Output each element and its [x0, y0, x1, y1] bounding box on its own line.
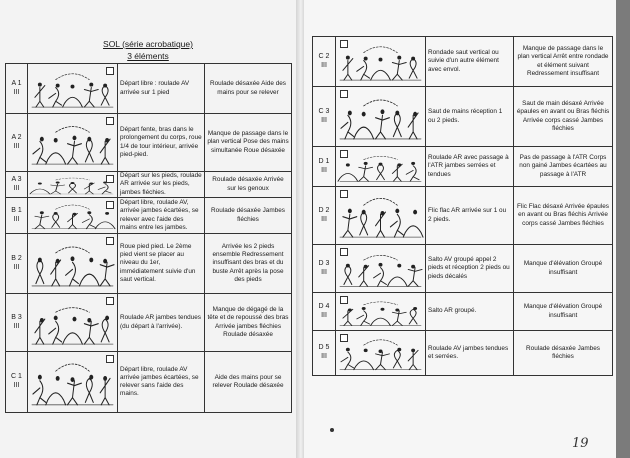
element-code-cell	[6, 114, 28, 172]
gymnast-sequence-icon	[28, 352, 117, 412]
element-row	[313, 293, 613, 331]
element-level: III	[321, 353, 327, 360]
element-row	[313, 245, 613, 293]
element-illustration	[336, 187, 426, 245]
gymnast-sequence-icon	[336, 87, 425, 146]
checkbox-icon[interactable]	[106, 67, 114, 75]
element-illustration	[336, 245, 426, 293]
checkbox-icon[interactable]	[340, 40, 348, 48]
element-row	[313, 187, 613, 245]
element-faults: Flic Flac désaxé Arrivée épaules en avant ou Bras fléchis Arrivée corps cassé Jambes fléchies	[514, 187, 613, 245]
element-faults: Manque d'élévation Groupé insuffisant	[514, 293, 613, 331]
element-code: C 2	[318, 52, 330, 60]
gymnast-sequence-icon	[336, 245, 425, 292]
element-description: Départ fente, bras dans le prolongement du corps, roue 1/4 de tour intérieur, arrivée pied-pied.	[118, 114, 205, 172]
element-level: III	[321, 116, 327, 124]
element-code: C 1	[11, 373, 22, 381]
element-code: D 3	[318, 259, 330, 267]
element-level: III	[13, 322, 20, 330]
element-row	[6, 234, 292, 294]
element-faults: Arrivée les 2 pieds ensemble Redressement insuffisant des bras et du buste Arrêt après la pose des pieds	[205, 234, 292, 294]
gymnast-sequence-icon	[28, 114, 117, 171]
element-description: Salto AR groupé.	[426, 293, 514, 331]
gymnast-sequence-icon	[28, 234, 117, 293]
element-level: III	[13, 184, 20, 192]
element-row	[6, 198, 292, 234]
element-level: III	[321, 311, 327, 319]
element-row	[313, 87, 613, 147]
checkbox-icon[interactable]	[340, 150, 348, 158]
page-edge	[616, 0, 630, 458]
element-code: A 1	[11, 79, 22, 87]
element-code: A 2	[11, 133, 22, 141]
element-code-cell	[6, 172, 28, 198]
element-code-cell	[313, 187, 336, 245]
element-description: Départ libre : roulade AV arrivée sur 1 pied	[118, 64, 205, 114]
gymnast-sequence-icon	[336, 37, 425, 86]
element-illustration	[28, 114, 118, 172]
element-illustration	[28, 234, 118, 294]
element-code-cell	[313, 37, 336, 87]
element-code: B 2	[11, 254, 22, 262]
element-description: Départ sur les pieds, roulade AR arrivée sur les pieds, jambes fléchies.	[118, 172, 205, 198]
element-code-cell	[313, 245, 336, 293]
checkbox-icon[interactable]	[340, 248, 348, 256]
element-faults: Roulade désaxée Jambes fléchies	[514, 331, 613, 376]
gymnast-sequence-icon	[336, 331, 425, 375]
element-code-cell	[6, 294, 28, 352]
checkbox-icon[interactable]	[106, 201, 114, 209]
element-code: D 2	[318, 206, 330, 214]
element-faults: Roulade désaxée Aide des mains pour se relever	[205, 64, 292, 114]
element-illustration	[336, 147, 426, 187]
element-faults: Manque d'élévation Groupé insuffisant	[514, 245, 613, 293]
element-faults: Aide des mains pour se relever Roulade désaxée	[205, 352, 292, 413]
document-subtitle: 3 éléments	[127, 51, 169, 61]
left-elements-table	[5, 63, 292, 413]
element-code: A 3	[11, 175, 22, 183]
element-illustration	[28, 352, 118, 413]
element-row	[6, 294, 292, 352]
page-number: 19	[572, 436, 589, 451]
element-level: III	[321, 268, 327, 276]
element-faults: Saut de main désaxé Arrivée épaules en avant ou Bras fléchis Arrivée corps cassé Jambes fléchies	[514, 87, 613, 147]
element-description: Roue pied pied. Le 2ème pied vient se placer au niveau du 1er, immédiatement suivie d'un saut vertical.	[118, 234, 205, 294]
right-elements-table	[312, 36, 613, 376]
element-description: Roulade AR jambes tendues (du départ à l'arrivée).	[118, 294, 205, 352]
gymnast-sequence-icon	[28, 64, 117, 113]
gymnast-sequence-icon	[28, 198, 117, 233]
checkbox-icon[interactable]	[340, 190, 348, 198]
element-level: III	[321, 215, 327, 223]
element-code: C 3	[318, 107, 330, 115]
element-code-cell	[6, 234, 28, 294]
element-row	[313, 147, 613, 187]
element-description: Roulade AV jambes tendues et serrées.	[426, 331, 514, 376]
element-description: Salto AV groupé appel 2 pieds et réception 2 pieds ou pieds décalés	[426, 245, 514, 293]
checkbox-icon[interactable]	[106, 297, 114, 305]
element-level: III	[13, 382, 20, 389]
checkbox-icon[interactable]	[106, 175, 114, 183]
element-illustration	[336, 331, 426, 376]
element-code: D 1	[318, 157, 330, 165]
element-description: Saut de mains réception 1 ou 2 pieds.	[426, 87, 514, 147]
checkbox-icon[interactable]	[340, 334, 348, 342]
checkbox-icon[interactable]	[106, 355, 114, 363]
element-faults: Manque de passage dans le plan vertical Arrêt entre rondade et élément suivant Redressement insuffisant	[514, 37, 613, 87]
element-code-cell	[313, 331, 336, 376]
document-title: SOL (série acrobatique)	[103, 39, 193, 49]
gymnast-sequence-icon	[336, 147, 425, 186]
gymnast-sequence-icon	[28, 172, 117, 197]
element-description: Roulade AR avec passage à l'ATR jambes serrées et tendues	[426, 147, 514, 187]
gymnast-sequence-icon	[336, 187, 425, 244]
checkbox-icon[interactable]	[106, 117, 114, 125]
element-level: III	[13, 215, 20, 223]
element-level: III	[13, 88, 20, 96]
element-level: III	[321, 166, 327, 174]
element-description: Départ libre, roulade AV, arrivée jambes écartées, se relever avec l'aide des mains entre les jambes.	[118, 198, 205, 234]
element-row	[313, 331, 613, 376]
element-code-cell	[313, 293, 336, 331]
element-description: Rondade saut vertical ou suivie d'un autre élément avec envol.	[426, 37, 514, 87]
element-faults: Manque de passage dans le plan vertical Pose des mains simultanée Roue désaxée	[205, 114, 292, 172]
element-code-cell	[313, 147, 336, 187]
element-row	[6, 352, 292, 413]
element-row	[313, 37, 613, 87]
ink-dot	[330, 428, 334, 432]
checkbox-icon[interactable]	[340, 296, 348, 304]
element-level: III	[13, 142, 20, 150]
element-faults: Roulade désaxée Jambes fléchies	[205, 198, 292, 234]
checkbox-icon[interactable]	[106, 237, 114, 245]
element-illustration	[28, 172, 118, 198]
book-gutter	[296, 0, 304, 458]
element-code: D 5	[318, 344, 330, 352]
element-row	[6, 64, 292, 114]
gymnast-sequence-icon	[336, 293, 425, 330]
element-illustration	[336, 293, 426, 331]
element-row	[6, 172, 292, 198]
element-faults: Pas de passage à l'ATR Corps non gainé Jambes écartées au passage à l'ATR	[514, 147, 613, 187]
element-code: D 4	[318, 302, 330, 310]
element-illustration	[336, 87, 426, 147]
element-description: Flic flac AR arrivée sur 1 ou 2 pieds.	[426, 187, 514, 245]
element-faults: Manque de dégagé de la tête et de repoussé des bras Arrivée jambes fléchies Roulade désaxée	[205, 294, 292, 352]
element-illustration	[28, 198, 118, 234]
element-code-cell	[6, 64, 28, 114]
element-code: B 1	[11, 206, 22, 214]
element-level: III	[321, 61, 327, 69]
element-illustration	[336, 37, 426, 87]
element-code-cell	[6, 198, 28, 234]
element-faults: Roulade désaxée Arrivée sur les genoux	[205, 172, 292, 198]
element-level: III	[13, 263, 20, 271]
element-description: Départ libre, roulade AV arrivée jambes écartées, se relever sans l'aide des mains.	[118, 352, 205, 413]
element-illustration	[28, 294, 118, 352]
checkbox-icon[interactable]	[340, 90, 348, 98]
element-illustration	[28, 64, 118, 114]
element-code-cell	[313, 87, 336, 147]
element-code-cell	[6, 352, 28, 413]
gymnast-sequence-icon	[28, 294, 117, 351]
element-code: B 3	[11, 313, 22, 321]
element-row	[6, 114, 292, 172]
